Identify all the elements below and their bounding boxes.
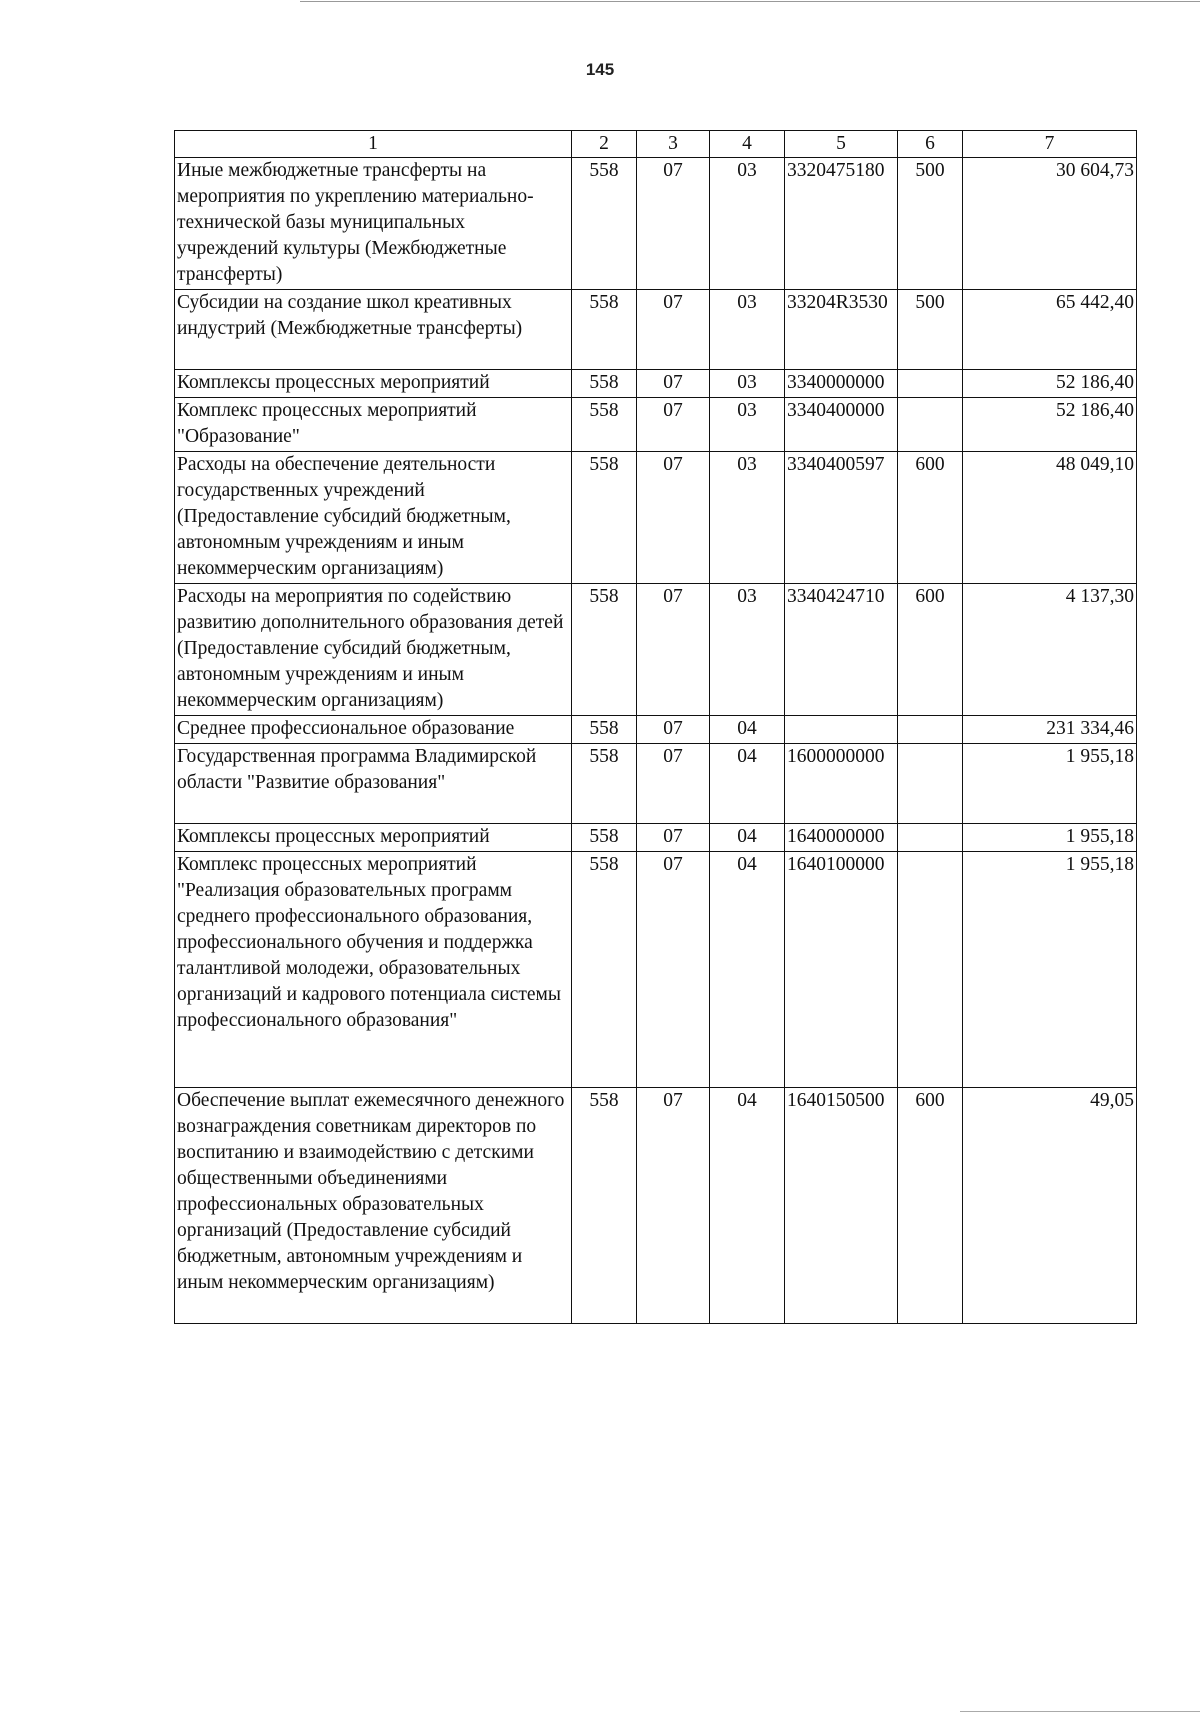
cell-name: Комплекс процессных мероприятий "Образование" [175,398,572,452]
cell-name: Иные межбюджетные трансферты на мероприятия по укреплению материально-технической базы муниципальных учреждений культуры (Межбюджетные трансферты) [175,158,572,290]
cell-col-7: 52 186,40 [963,398,1137,452]
cell-col-6: 600 [898,584,963,716]
cell-col-2: 558 [572,370,637,398]
cell-col-7: 1 955,18 [963,824,1137,852]
cell-col-7: 1 955,18 [963,852,1137,1088]
cell-col-2: 558 [572,716,637,744]
cell-col-5: 3320475180 [785,158,898,290]
cell-col-3: 07 [637,1088,710,1324]
cell-col-7: 1 955,18 [963,744,1137,824]
cell-col-4: 04 [710,824,785,852]
cell-col-4: 03 [710,398,785,452]
cell-name: Среднее профессиональное образование [175,716,572,744]
cell-col-4: 03 [710,584,785,716]
header-col-2: 2 [572,131,637,158]
scan-top-line [300,1,1200,2]
cell-col-5: 1640100000 [785,852,898,1088]
cell-col-4: 04 [710,1088,785,1324]
scan-bottom-line [960,1711,1200,1712]
cell-col-5: 3340424710 [785,584,898,716]
cell-col-7: 48 049,10 [963,452,1137,584]
cell-col-3: 07 [637,852,710,1088]
cell-col-2: 558 [572,824,637,852]
table-row [175,158,1137,290]
cell-col-2: 558 [572,1088,637,1324]
cell-col-6 [898,398,963,452]
cell-col-4: 04 [710,744,785,824]
page-number: 145 [585,60,615,79]
table-row [175,584,1137,716]
cell-col-2: 558 [572,290,637,370]
cell-col-4: 03 [710,290,785,370]
header-col-4: 4 [710,131,785,158]
cell-col-2: 558 [572,852,637,1088]
cell-name: Расходы на мероприятия по содействию развитию дополнительного образования детей (Предоставление субсидий бюджетным, автономным учреждениям и иным некоммерческим организациям) [175,584,572,716]
cell-col-3: 07 [637,584,710,716]
cell-col-2: 558 [572,398,637,452]
cell-name: Расходы на обеспечение деятельности государственных учреждений (Предоставление субсидий бюджетным, автономным учреждениям и иным некоммерческим организациям) [175,452,572,584]
cell-col-4: 04 [710,716,785,744]
header-col-3: 3 [637,131,710,158]
cell-col-2: 558 [572,452,637,584]
cell-col-6: 500 [898,158,963,290]
cell-name: Государственная программа Владимирской области "Развитие образования" [175,744,572,824]
header-col-6: 6 [898,131,963,158]
cell-col-7: 52 186,40 [963,370,1137,398]
cell-col-5: 3340400000 [785,398,898,452]
cell-col-5: 1640150500 [785,1088,898,1324]
cell-col-3: 07 [637,744,710,824]
header-col-7: 7 [963,131,1137,158]
cell-col-4: 03 [710,370,785,398]
table-row [175,852,1137,1088]
cell-col-2: 558 [572,158,637,290]
table-row [175,398,1137,452]
table-row [175,370,1137,398]
cell-col-5: 3340400597 [785,452,898,584]
cell-col-3: 07 [637,452,710,584]
cell-col-5: 3340000000 [785,370,898,398]
cell-col-2: 558 [572,744,637,824]
cell-col-7: 49,05 [963,1088,1137,1324]
cell-col-3: 07 [637,824,710,852]
cell-col-7: 65 442,40 [963,290,1137,370]
cell-col-6: 600 [898,1088,963,1324]
cell-col-4: 04 [710,852,785,1088]
cell-col-6 [898,824,963,852]
table-row [175,716,1137,744]
table-row [175,824,1137,852]
cell-col-3: 07 [637,290,710,370]
cell-col-2: 558 [572,584,637,716]
cell-name: Комплексы процессных мероприятий [175,824,572,852]
cell-col-5 [785,716,898,744]
cell-col-5: 33204R3530 [785,290,898,370]
header-col-5: 5 [785,131,898,158]
cell-col-3: 07 [637,158,710,290]
table-row [175,290,1137,370]
cell-col-3: 07 [637,398,710,452]
table-header-row [175,131,1137,158]
cell-col-4: 03 [710,452,785,584]
cell-col-7: 231 334,46 [963,716,1137,744]
cell-col-6 [898,370,963,398]
cell-col-6 [898,852,963,1088]
table-row [175,744,1137,824]
cell-col-6 [898,744,963,824]
cell-col-7: 4 137,30 [963,584,1137,716]
cell-col-6: 600 [898,452,963,584]
cell-name: Комплекс процессных мероприятий "Реализация образовательных программ среднего профессионального образования, профессионального обучения и поддержка талантливой молодежи, образовательных организаций и кадрового потенциала системы профессионального образования" [175,852,572,1088]
cell-col-5: 1640000000 [785,824,898,852]
cell-name: Субсидии на создание школ креативных индустрий (Межбюджетные трансферты) [175,290,572,370]
budget-table [174,130,1137,1324]
cell-col-5: 1600000000 [785,744,898,824]
cell-col-4: 03 [710,158,785,290]
table-row [175,452,1137,584]
cell-col-7: 30 604,73 [963,158,1137,290]
cell-col-3: 07 [637,716,710,744]
cell-col-6: 500 [898,290,963,370]
cell-name: Комплексы процессных мероприятий [175,370,572,398]
cell-col-3: 07 [637,370,710,398]
header-col-1: 1 [175,131,572,158]
table-row [175,1088,1137,1324]
cell-col-6 [898,716,963,744]
cell-name: Обеспечение выплат ежемесячного денежного вознаграждения советникам директоров по воспитанию и взаимодействию с детскими общественными объединениями профессиональных образовательных организаций (Предоставление субсидий бюджетным, автономным учреждениям и иным некоммерческим организациям) [175,1088,572,1324]
table-body [175,158,1137,1324]
